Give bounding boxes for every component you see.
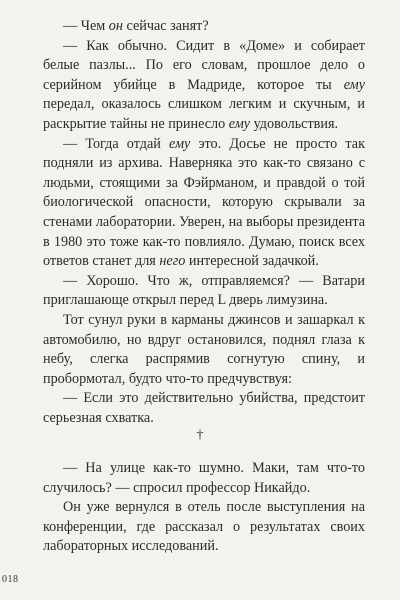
italic-emphasis: него <box>159 253 186 270</box>
paragraph: — Как обычно. Сидит в «Доме» и собирает белые пазлы... По его словам, прошлое дело о серийном убийце в Мадриде, которое ты ему передал, оказалось слишком легким и скучным, и раскрытие тайны не принесло ему удовольствия. <box>43 37 365 132</box>
italic-emphasis: он <box>108 18 123 34</box>
paragraph: — Чем он сейчас занят? <box>63 18 209 34</box>
paragraph: — Хорошо. Что ж, отправляемся? — Ватари приглашающе открыл перед L дверь лимузина. <box>43 272 365 309</box>
paragraph: — Если это действительно убийства, предстоит серьезная схватка. <box>43 390 365 426</box>
text-section-top <box>43 17 365 428</box>
paragraph: — Тогда отдай ему это. Досье не просто так подняли из архива. Наверняка это как-то связано с людьми, стоящими за Фэйрманом, и правдой о той биологической опасности, которую скрывали за стенами лаборатории. Уверен, на выборы президента в 1980 это тоже как-то повлияло. Думаю, поиск всех ответов станет для него интересной задачкой. <box>43 135 365 270</box>
italic-emphasis: ему <box>169 135 191 152</box>
italic-emphasis: ему <box>228 115 251 132</box>
italic-emphasis: ему <box>343 76 365 93</box>
page-number: 018 <box>2 574 19 585</box>
paragraph: Он уже вернулся в отель после выступления на конференции, где рассказал о результатах своих лабораторных исследований. <box>43 499 365 555</box>
paragraph: Тот сунул руки в карманы джинсов и зашаркал к автомобилю, но вдруг остановился, поднял глаза к небу, слегка распрямив согнутую спину, и пробормотал, будто что-то предчувствуя: <box>43 311 365 387</box>
section-divider: † <box>196 428 204 443</box>
paragraph: — На улице как-то шумно. Маки, там что-то случилось? — спросил профессор Никайдо. <box>43 460 365 496</box>
text-section-bottom <box>43 459 365 557</box>
